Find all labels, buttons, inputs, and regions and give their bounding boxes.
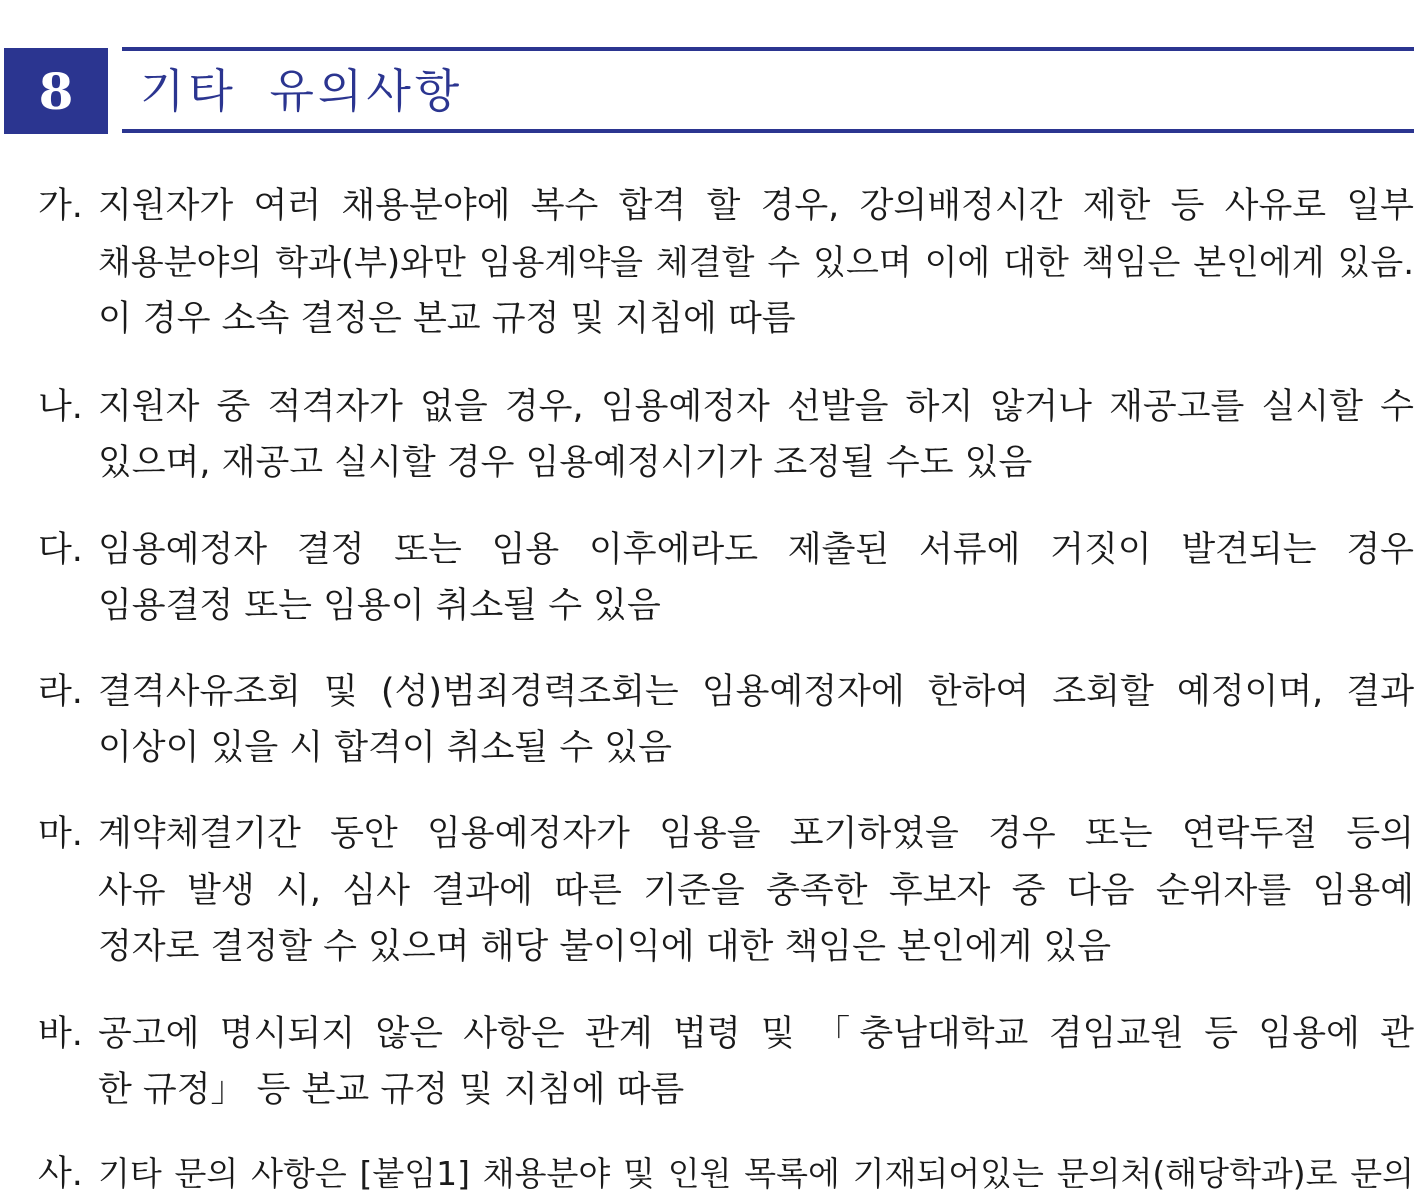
item-line: 공고에 명시되지 않은 사항은 관계 법령 및 「충남대학교 겸임교원 등 임용에 관 <box>98 1014 1414 1054</box>
section-title: 기타 유의사항 <box>140 64 464 118</box>
item-line: 한 규정」 등 본교 규정 및 지침에 따름 <box>98 1070 685 1110</box>
list-item-ma-continued <box>0 921 1418 973</box>
list-item-sa <box>0 1148 1418 1200</box>
item-line: 임용예정자 결정 또는 임용 이후에라도 제출된 서류에 거짓이 발견되는 경우 <box>98 530 1414 570</box>
item-marker: 바. <box>38 1014 83 1054</box>
list-item-ba-continued <box>0 1064 1418 1116</box>
section-number: 8 <box>38 61 74 121</box>
item-line: 결격사유조회 및 (성)범죄경력조회는 임용예정자에 한하여 조회할 예정이며, 결과 <box>98 672 1414 712</box>
list-item-ga-continued <box>0 293 1418 345</box>
list-item-da-continued <box>0 580 1418 632</box>
list-item-ra-continued <box>0 722 1418 774</box>
list-item-ga <box>0 180 1418 232</box>
list-item-na <box>0 381 1418 433</box>
item-line: 있으며, 재공고 실시할 경우 임용예정시기가 조정될 수도 있음 <box>98 443 1033 483</box>
item-line: 이상이 있을 시 합격이 취소될 수 있음 <box>98 728 672 768</box>
item-marker: 사. <box>38 1154 83 1194</box>
item-line: 정자로 결정할 수 있으며 해당 불이익에 대한 책임은 본인에게 있음 <box>98 927 1112 967</box>
list-item-ga-continued <box>0 237 1418 289</box>
list-item-da <box>0 524 1418 576</box>
item-line: 기타 문의 사항은 [붙임1] 채용분야 및 인원 목록에 기재되어있는 문의처(해당학과)로 문의 <box>98 1154 1414 1193</box>
item-line: 채용분야의 학과(부)와만 임용계약을 체결할 수 있으며 이에 대한 책임은 본인에게 있음. <box>98 243 1414 283</box>
item-marker: 가. <box>38 186 83 226</box>
section-number-badge <box>4 48 108 134</box>
title-top-rule <box>122 47 1414 51</box>
item-line: 사유 발생 시, 심사 결과에 따른 기준을 충족한 후보자 중 다음 순위자를 임용예 <box>98 871 1414 911</box>
item-marker: 마. <box>38 814 83 854</box>
list-item-na-continued <box>0 437 1418 489</box>
title-bottom-rule <box>122 129 1414 133</box>
item-line: 계약체결기간 동안 임용예정자가 임용을 포기하였을 경우 또는 연락두절 등의 <box>98 814 1414 854</box>
item-line: 이 경우 소속 결정은 본교 규정 및 지침에 따름 <box>98 299 796 339</box>
item-marker: 다. <box>38 530 83 570</box>
list-item-ba <box>0 1008 1418 1060</box>
item-line: 임용결정 또는 임용이 취소될 수 있음 <box>98 586 661 626</box>
list-item-ra <box>0 666 1418 718</box>
list-item-ma <box>0 808 1418 860</box>
list-item-ma-continued <box>0 865 1418 917</box>
item-line: 지원자 중 적격자가 없을 경우, 임용예정자 선발을 하지 않거나 재공고를 실시할 수 <box>98 387 1414 427</box>
item-marker: 나. <box>38 387 83 427</box>
item-line: 지원자가 여러 채용분야에 복수 합격 할 경우, 강의배정시간 제한 등 사유로 일부 <box>98 186 1414 226</box>
item-marker: 라. <box>38 672 83 712</box>
